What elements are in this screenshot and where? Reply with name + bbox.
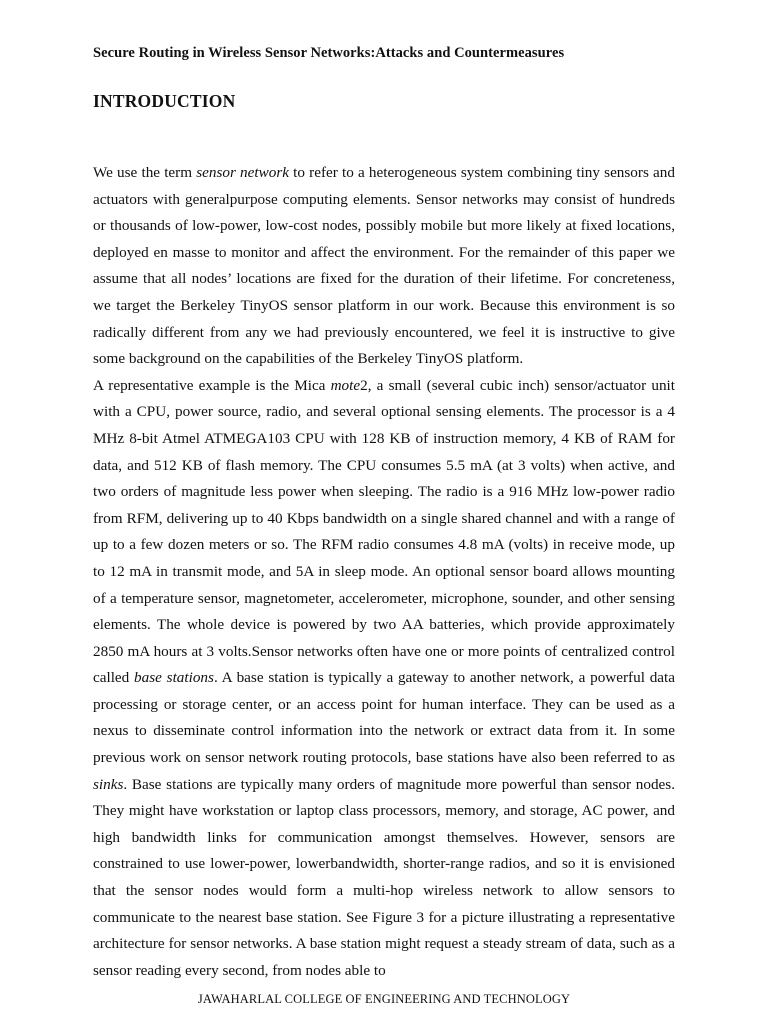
paragraph-2-text-b: 2, a small (several cubic inch) sensor/actuator unit with a CPU, power source, radio, and several optional sensing elements. The processor is a 4 MHz 8-bit Atmel ATMEGA103 CPU with 128 KB of instruction memory, 4 KB of RAM for data, and 512 KB of flash memory. The CPU consumes 5.5 mA (at 3 volts) when active, and two orders of magnitude less power when sleeping. The radio is a 916 MHz low-power radio from RFM, delivering up to 40 Kbps bandwidth on a single shared channel and with a range of up to a few dozen meters or so. The RFM radio consumes 4.8 mA (volts) in receive mode, up to 12 mA in transmit mode, and 5A in sleep mode. An optional sensor board allows mounting of a temperature sensor, magnetometer, accelerometer, microphone, sounder, and other sensing elements. The whole device is powered by two AA batteries, which provide approximately 2850 mA hours at 3 volts.Sensor networks often have one or more points of centralized control called (93, 376, 675, 687)
paragraph-2-emphasis-mote: mote (330, 376, 361, 394)
paragraph-1-text-a: We use the term (93, 164, 197, 181)
paragraph-2-text-c: . A base station is typically a gateway to another network, a powerful data processing or storage center, or an access point for human interface. They can be used as a nexus to disseminate control information into the network or extract data from it. In some previous work on sensor network routing protocols, base stations have also been referred to as (93, 669, 675, 767)
paragraph-2-text-d: . Base stations are typically many orders of magnitude more powerful than sensor nodes. They might have workstation or laptop class processors, memory, and storage, AC power, and high bandwidth links for communication amongst themselves. However, sensors are constrained to use lower-power, lowerbandwidth, shorter-range radios, and so it is envisioned that the sensor nodes would form a multi-hop wireless network to allow sensors to communicate to the nearest base station. See Figure 3 for a picture illustrating a representative architecture for sensor networks. A base station might request a steady stream of data, such as a sensor reading every second, from nodes able to (93, 775, 675, 979)
paragraph-2-text-a: A representative example is the Mica (93, 376, 331, 394)
body-text (93, 160, 675, 984)
running-footer-institution: JAWAHARLAL COLLEGE OF ENGINEERING AND TECHNOLOGY (197, 992, 571, 1006)
running-header-title: Secure Routing in Wireless Sensor Networks:Attacks and Countermeasures (93, 45, 565, 61)
paragraph-2 (93, 373, 675, 985)
paragraph-1-text-b: to refer to a heterogeneous system combining tiny sensors and actuators with generalpurpose computing elements. Sensor networks may consist of hundreds or thousands of low-power, low-cost nodes, possibly mobile but more likely at fixed locations, deployed en masse to monitor and affect the environment. For the remainder of this paper we assume that all nodes’ locations are fixed for the duration of their lifetime. For concreteness, we target the Berkeley TinyOS sensor platform in our work. Because this environment is so radically different from any we had previously encountered, we feel it is instructive to give some background on the capabilities of the Berkeley TinyOS platform. (93, 164, 675, 368)
paragraph-1-emphasis-sensor-network: sensor network (196, 164, 289, 181)
section-heading: INTRODUCTION (93, 91, 236, 111)
paragraph-2-emphasis-base-stations: base stations (134, 669, 214, 687)
paragraph-2-emphasis-sinks: sinks (93, 775, 124, 793)
paragraph-1 (93, 160, 675, 373)
